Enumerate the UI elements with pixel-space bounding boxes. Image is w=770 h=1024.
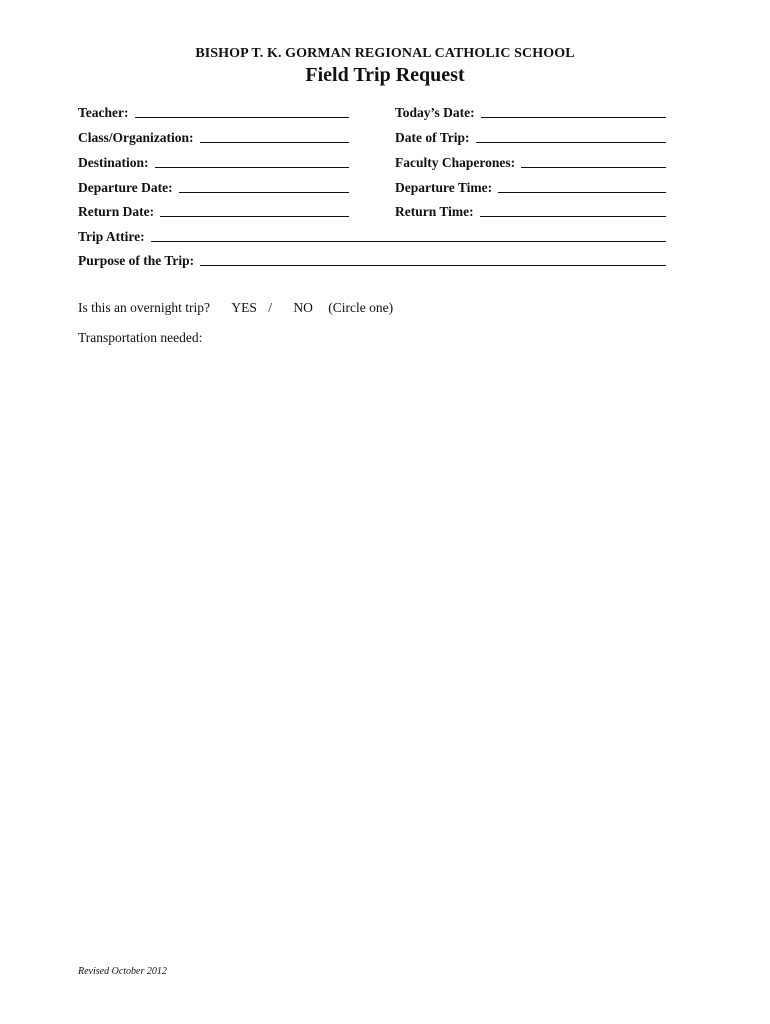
date-of-trip-label: Date of Trip:	[395, 130, 470, 145]
return-date-blank-line[interactable]	[160, 216, 349, 217]
date-of-trip-blank-line[interactable]	[476, 142, 667, 143]
departure-time-label: Departure Time:	[395, 180, 493, 195]
faculty-chaperones-field[interactable]	[395, 153, 666, 171]
teacher-label: Teacher:	[78, 105, 129, 120]
destination-blank-line[interactable]	[155, 167, 350, 168]
class-organization-field[interactable]	[78, 128, 349, 146]
departure-time-blank-line[interactable]	[498, 192, 666, 193]
trip-attire-blank-line[interactable]	[151, 241, 666, 242]
return-time-field[interactable]	[395, 202, 666, 220]
todays-date-field[interactable]	[395, 103, 666, 121]
departure-time-field[interactable]	[395, 178, 666, 196]
class-organization-label: Class/Organization:	[78, 130, 194, 145]
teacher-field[interactable]	[78, 103, 349, 121]
class-organization-blank-line[interactable]	[200, 142, 349, 143]
departure-date-field[interactable]	[78, 178, 349, 196]
date-of-trip-field[interactable]	[395, 128, 666, 146]
destination-field[interactable]	[78, 153, 349, 171]
return-time-label: Return Time:	[395, 204, 474, 219]
teacher-blank-line[interactable]	[135, 117, 350, 118]
revision-note: Revised October 2012	[78, 966, 167, 977]
trip-attire-field[interactable]	[78, 227, 666, 245]
departure-date-label: Departure Date:	[78, 180, 173, 195]
overnight-separator: /	[268, 300, 273, 315]
overnight-question	[78, 300, 393, 316]
purpose-label: Purpose of the Trip:	[78, 253, 195, 268]
todays-date-label: Today’s Date:	[395, 105, 475, 120]
return-date-field[interactable]	[78, 202, 349, 220]
trip-attire-label: Trip Attire:	[78, 229, 145, 244]
return-time-blank-line[interactable]	[480, 216, 666, 217]
destination-label: Destination:	[78, 155, 149, 170]
overnight-yes-option[interactable]: YES	[231, 300, 257, 315]
school-name: BISHOP T. K. GORMAN REGIONAL CATHOLIC SCHOOL	[195, 46, 575, 61]
departure-date-blank-line[interactable]	[179, 192, 349, 193]
overnight-instruction: (Circle one)	[328, 300, 394, 315]
overnight-question-text: Is this an overnight trip?	[78, 300, 210, 315]
faculty-chaperones-blank-line[interactable]	[521, 167, 666, 168]
return-date-label: Return Date:	[78, 204, 155, 219]
todays-date-blank-line[interactable]	[481, 117, 666, 118]
purpose-field[interactable]	[78, 251, 666, 269]
overnight-no-option[interactable]: NO	[293, 300, 313, 315]
form-title: Field Trip Request	[305, 64, 465, 86]
purpose-blank-line[interactable]	[200, 265, 666, 266]
faculty-chaperones-label: Faculty Chaperones:	[395, 155, 516, 170]
transportation-needed-label: Transportation needed:	[78, 330, 203, 345]
